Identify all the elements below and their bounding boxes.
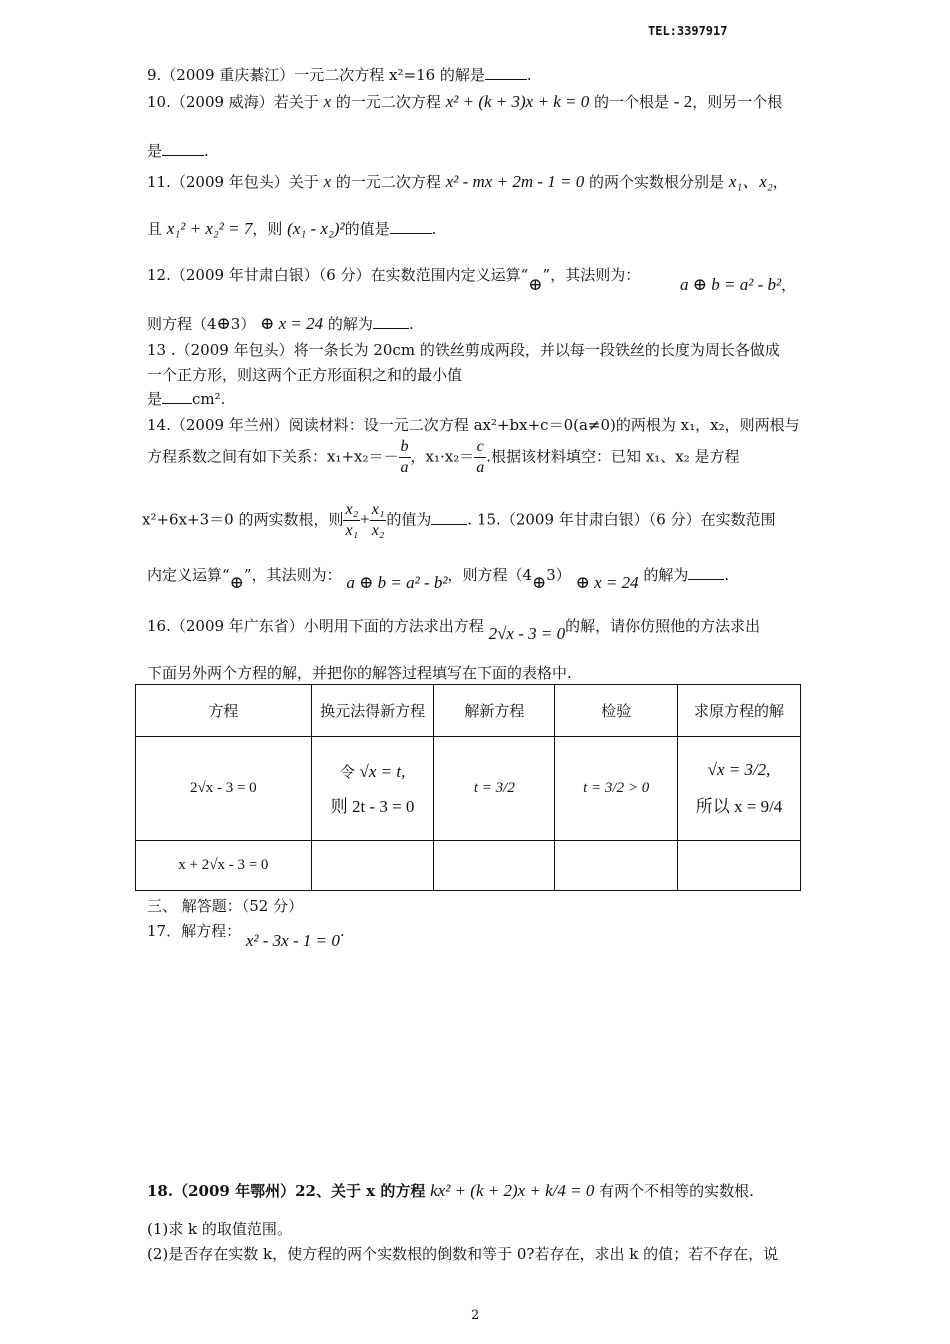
question-13: 13 .（2009 年包头）将一条长为 20cm 的铁丝剪成两段，并以每一段铁丝的长度为周长各做成 <box>147 341 780 359</box>
answer-blank <box>485 65 527 80</box>
table-header-row <box>136 685 801 737</box>
q15-line1b: ”，其法则为： <box>243 566 342 584</box>
q11-expression: (x₁ - x₂)² <box>287 219 345 238</box>
q11-equation: x² - mx + 2m - 1 = 0 <box>445 172 585 191</box>
q15-line1c: ，则方程（4 <box>447 566 532 584</box>
section-heading: 三、 解答题：（52 分） <box>147 897 304 915</box>
q12-equation: ⊕ x = 24 <box>260 314 324 333</box>
q10-var: x <box>323 92 332 111</box>
question-11 <box>147 167 788 192</box>
answer-blank <box>162 141 204 156</box>
answer-blank <box>688 565 724 580</box>
table-header-cell: 解新方程 <box>434 685 555 737</box>
q12-operator: ⊕ <box>528 275 543 294</box>
header-tel: TEL:3397917 <box>648 24 728 38</box>
q14-line3a: x²+6x+3＝0 的两实数根，则 <box>142 510 344 529</box>
q14-line2a: 方程系数之间有如下关系：x₁+x₂＝－ <box>147 447 399 466</box>
question-10 <box>147 91 782 112</box>
q11-condition: x₁² + x₂² = 7 <box>166 219 253 238</box>
q11-mid: 的一元二次方程 <box>335 173 441 191</box>
q14-line3c: . 15.（2009 年甘肃白银）（6 分）在实数范围 <box>467 510 776 529</box>
q10-equation: x² + (k + 3)x + k = 0 <box>445 92 590 111</box>
q10-root: - 2 <box>673 92 693 111</box>
q16-line1b: 的解，请你仿照他的方法求出 <box>565 617 761 635</box>
q10-line2: 是 <box>147 142 163 160</box>
row1-answer-b: 所以 x = 9/4 <box>695 797 783 816</box>
table-header-cell: 换元法得新方程 <box>311 685 434 737</box>
q12-end: . <box>408 315 414 333</box>
question-13-line2: 一个正方形，则这两个正方形面积之和的最小值 <box>147 366 463 384</box>
answer-blank <box>431 510 467 525</box>
question-15 <box>147 564 730 592</box>
q12-operator-2: ⊕ <box>216 314 231 333</box>
q11-line2b: ，则 <box>252 220 283 238</box>
row1-sub-new-eq: 则 2t - 3 = 0 <box>330 796 415 816</box>
q12-line2a: 则方程（4 <box>147 315 217 333</box>
q17-equation: x² - 3x - 1 = 0 <box>245 931 340 950</box>
q9-text: 9.（2009 重庆綦江）一元二次方程 x²=16 的解是 <box>147 66 485 84</box>
question-9 <box>147 64 532 85</box>
q15-operator-2: ⊕ <box>532 573 547 592</box>
question-13-line3 <box>147 388 225 409</box>
q11-line2c: 的值是 <box>344 220 390 238</box>
q13-line3a: 是 <box>147 390 163 408</box>
row2-equation: x + 2√x - 3 = 0 <box>178 857 269 873</box>
q18-part2: (2)是否存在实数 k，使方程的两个实数根的倒数和等于 0?若存在，求出 k 的值；若不存在，说 <box>147 1245 779 1263</box>
table-cell-empty <box>434 841 555 891</box>
q11-roots: x₁、x₂ <box>728 172 773 191</box>
q15-end: . <box>724 566 730 584</box>
table-cell-check <box>555 737 678 841</box>
q15-line1a: 内定义运算“ <box>147 566 230 584</box>
row1-solve: t = 3/2 <box>473 780 515 796</box>
question-14-line3 <box>142 500 776 541</box>
question-12-line2 <box>147 313 414 334</box>
q12-line2b: 3） <box>230 315 256 333</box>
q11-var: x <box>323 172 332 191</box>
q10-mid: 的一元二次方程 <box>335 93 441 111</box>
answer-blank <box>373 314 409 329</box>
q13-line3b: cm². <box>192 390 226 408</box>
q16-line1a: 16.（2009 年广东省）小明用下面的方法求出方程 <box>147 617 484 635</box>
question-14-line2 <box>147 437 740 478</box>
table-cell-equation <box>136 737 312 841</box>
q18-part1: (1)求 k 的取值范围。 <box>147 1220 292 1238</box>
q10-line2-end: . <box>204 142 209 160</box>
q10-mid2: 的一个根是 <box>594 93 670 111</box>
table-cell-answer <box>678 737 801 841</box>
answer-blank <box>390 219 432 234</box>
table-cell-empty <box>311 841 434 891</box>
q12-rule-wrap <box>680 274 796 295</box>
q15-operator: ⊕ <box>229 573 244 592</box>
q18-line1a: 18.（2009 年鄂州）22、关于 x 的方程 <box>147 1182 426 1200</box>
question-17 <box>147 920 345 950</box>
q12-mid: ”，其法则为： <box>542 266 641 284</box>
q10-prefix: 10.（2009 威海）若关于 <box>147 93 319 111</box>
row1-answer-a: √x = 3/2, <box>707 760 771 779</box>
q9-end: . <box>526 66 532 84</box>
substitution-table <box>135 684 801 891</box>
q17-end: . <box>339 922 345 940</box>
q18-line1b: 有两个不相等的实数根. <box>599 1182 754 1200</box>
q14-line3b: 的值为 <box>386 510 432 529</box>
q12-line2c: 的解为 <box>327 315 373 333</box>
q12-rule: a ⊕ b = a² - b² <box>680 275 782 294</box>
q14-line2c: .根据该材料填空：已知 x₁、x₂ 是方程 <box>486 447 740 466</box>
q15-line1e: 的解为 <box>643 566 689 584</box>
q15-line1d: 3） <box>546 566 571 584</box>
row1-check: t = 3/2 > 0 <box>583 780 650 796</box>
table-cell-empty <box>678 841 801 891</box>
q16-equation: 2√x - 3 = 0 <box>488 624 566 643</box>
question-18 <box>147 1180 754 1201</box>
question-16 <box>147 615 761 643</box>
q15-equation: ⊕ x = 24 <box>575 573 639 592</box>
fraction-b-over-a: $\frac{b}{a}$ <box>400 438 409 476</box>
question-16-line2: 下面另外两个方程的解，并把你的解答过程填写在下面的表格中. <box>147 664 572 682</box>
table-header-cell: 检验 <box>555 685 678 737</box>
q14-line2b: ，x₁·x₂＝ <box>410 447 475 466</box>
q11-line2a: 且 <box>147 220 163 238</box>
q11-prefix: 11.（2009 年包头）关于 <box>147 173 319 191</box>
fraction-x2-over-x1: $\frac{\text{x₂}}{\text{x₁}}$ <box>345 501 359 539</box>
question-12 <box>147 264 641 294</box>
q18-equation: kx² + (k + 2)x + k/4 = 0 <box>430 1181 595 1200</box>
q12-comma: ， <box>781 276 797 294</box>
table-cell-solve <box>434 737 555 841</box>
fraction-c-over-a: $\frac{c}{a}$ <box>476 438 485 476</box>
table-row <box>136 841 801 891</box>
page-number: 2 <box>471 1308 480 1323</box>
table-row <box>136 737 801 841</box>
table-header-cell: 求原方程的解 <box>678 685 801 737</box>
q10-end: ，则另一个根 <box>692 93 783 111</box>
q14-plus: + <box>360 509 370 529</box>
q17-label: 17．解方程： <box>147 922 242 940</box>
table-cell-empty <box>555 841 678 891</box>
row1-sub-def: √x = t, <box>359 761 406 781</box>
q11-end: . <box>431 220 437 238</box>
table-header-cell: 方程 <box>136 685 312 737</box>
question-10-line2 <box>147 140 209 161</box>
fraction-x1-over-x2: $\frac{\text{x₁}}{\text{x₂}}$ <box>371 501 385 539</box>
table-cell-substitution <box>311 737 434 841</box>
row1-sub-let: 令 <box>339 762 355 781</box>
q15-rule: a ⊕ b = a² - b² <box>346 573 448 592</box>
table-cell-equation <box>136 841 312 891</box>
question-11-line2 <box>147 218 436 239</box>
q12-prefix: 12.（2009 年甘肃白银）（6 分）在实数范围内定义运算“ <box>147 266 529 284</box>
q11-comma: ， <box>772 173 788 191</box>
question-14: 14.（2009 年兰州）阅读材料：设一元二次方程 ax²+bx+c＝0(a≠0)的两根为 x₁，x₂，则两根与 <box>147 416 800 434</box>
q11-mid2: 的两个实数根分别是 <box>589 173 725 191</box>
answer-blank <box>162 389 192 404</box>
row1-equation: 2√x - 3 = 0 <box>190 780 257 796</box>
